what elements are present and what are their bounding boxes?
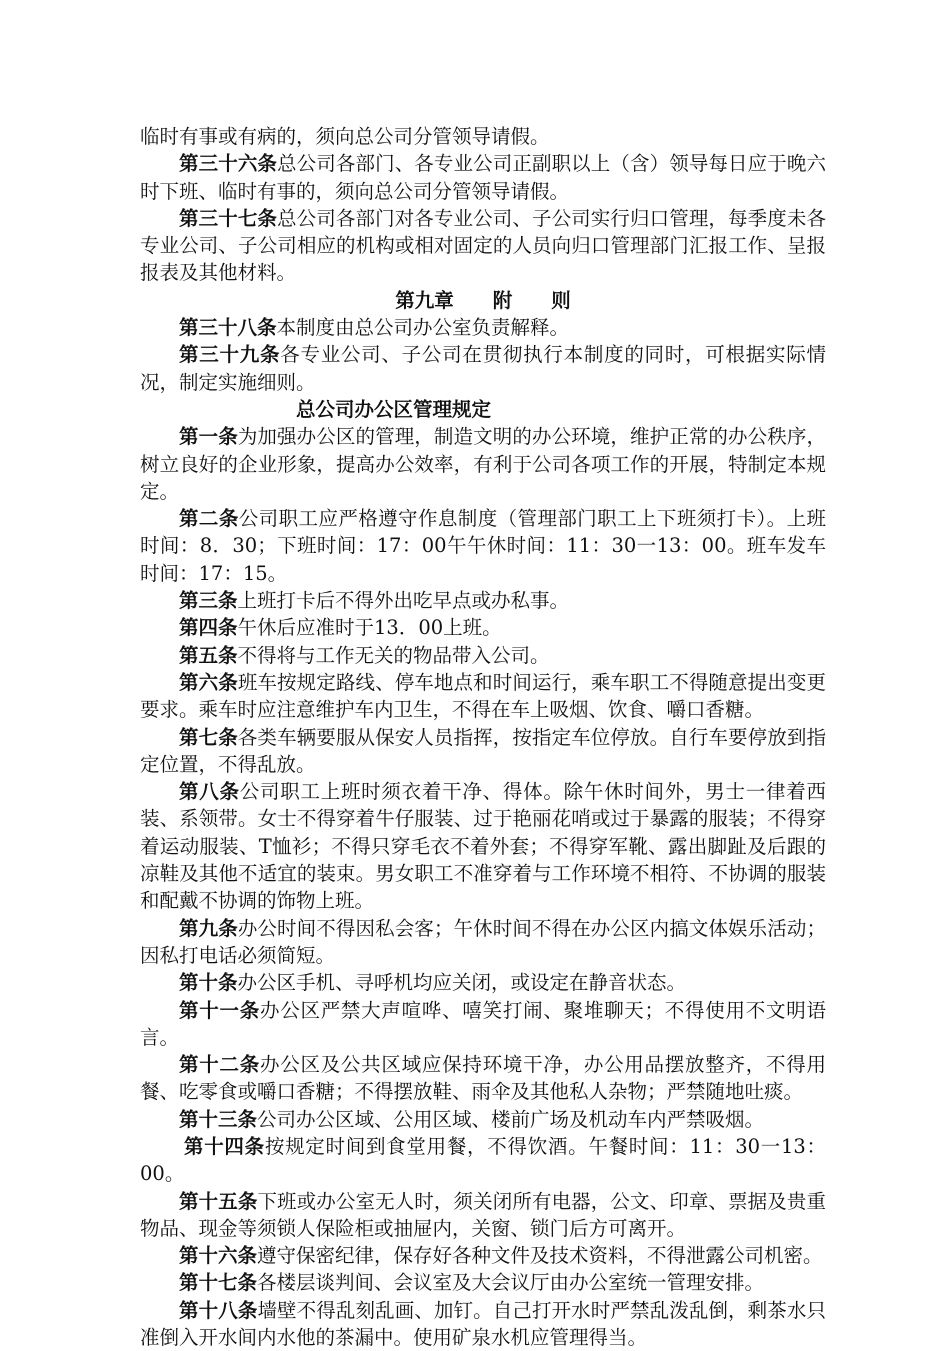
article-text: 不得将与工作无关的物品带入公司。 <box>237 643 550 667</box>
regulation-title: 总公司办公区管理规定 <box>296 397 492 421</box>
article-label: 第十二条 <box>179 1053 260 1077</box>
article-37 <box>140 205 826 287</box>
article-label: 第三十九条 <box>179 343 281 367</box>
article-label: 第五条 <box>179 643 238 667</box>
article-39 <box>140 341 826 396</box>
article-text: 墙壁不得乱刻乱画、加钉。自己打开水时严禁乱泼乱倒，剩茶水只准倒入开水间内水他的茶漏中。使用矿泉水机应管理得当。 <box>140 1298 826 1350</box>
article-label: 第十八条 <box>179 1298 258 1322</box>
article-label: 第六条 <box>179 670 238 694</box>
article-text: 公司办公区域、公用区域、楼前广场及机动车内严禁吸烟。 <box>257 1107 765 1131</box>
rule-1 <box>140 423 826 505</box>
article-text: 公司职工上班时须衣着干净、得体。除午休时间外，男士一律着西装、系领带。女士不得穿着牛仔服装、过于艳丽花哨或过于暴露的服装；不得穿着运动服装、T恤衫；不得只穿毛衣不着外套；不得穿军靴、露出脚趾及后跟的凉鞋及其他不适宜的装束。男女职工不准穿着与工作环境不相符、不协调的服装和配戴不协调的饰物上班。 <box>140 780 826 913</box>
article-38 <box>140 314 826 341</box>
rule-11 <box>140 997 826 1052</box>
rule-15 <box>140 1188 826 1243</box>
rule-8 <box>140 778 826 914</box>
article-label: 第十四条 <box>184 1134 265 1158</box>
lead-paragraph: 临时有事或有病的，须向总公司分管领导请假。 <box>140 125 550 148</box>
article-label: 第十三条 <box>179 1107 258 1131</box>
article-text: 各专业公司、子公司在贯彻执行本制度的同时，可根据实际情况，制定实施细则。 <box>140 343 826 394</box>
rule-16 <box>140 1242 826 1269</box>
rule-3 <box>140 587 826 614</box>
article-text: 各类车辆要服从保安人员指挥，按指定车位停放。自行车要停放到指定位置，不得乱放。 <box>140 725 826 776</box>
rule-14 <box>140 1133 826 1188</box>
article-label: 第三十六条 <box>179 152 278 176</box>
rule-10 <box>140 969 826 996</box>
article-text: 班车按规定路线、停车地点和时间运行，乘车职工不得随意提出变更要求。乘车时应注意维护车内卫生，不得在车上吸烟、饮食、嚼口香糖。 <box>140 670 826 722</box>
article-label: 第四条 <box>179 616 238 640</box>
article-label: 第十七条 <box>179 1271 258 1295</box>
article-label: 第十条 <box>179 971 238 995</box>
article-label: 第十一条 <box>179 998 260 1022</box>
rule-7 <box>140 724 826 779</box>
article-text: 遵守保密纪律，保存好各种文件及技术资料，不得泄露公司机密。 <box>257 1244 823 1268</box>
rule-4 <box>140 614 826 641</box>
article-text: 为加强办公区的管理，制造文明的办公环境，维护正常的办公秩序，树立良好的企业形象，提高办公效率，有利于公司各项工作的开展，特制定本规定。 <box>140 425 826 503</box>
rule-12 <box>140 1051 826 1106</box>
article-label: 第三十八条 <box>179 316 277 340</box>
article-label: 第七条 <box>179 725 238 749</box>
rule-18 <box>140 1297 826 1351</box>
article-text: 午休后应准时于13．00上班。 <box>237 616 502 640</box>
rule-17 <box>140 1269 826 1296</box>
article-text: 总公司各部门对各专业公司、子公司实行归口管理，每季度未各专业公司、子公司相应的机构或相对固定的人员向归口管理部门汇报工作、呈报报表及其他材料。 <box>140 206 826 285</box>
rule-2 <box>140 505 826 587</box>
article-text: 办公区严禁大声喧哗、嘻笑打闹、聚堆聊天；不得使用不文明语言。 <box>140 998 826 1049</box>
article-label: 第九条 <box>179 916 238 940</box>
article-text: 公司职工应严格遵守作息制度（管理部门职工上下班须打卡）。上班时间：8．30；下班时间：17：00午午休时间：11：30一13：00。班车发车时间：17：15。 <box>140 507 826 585</box>
chapter-heading: 第九章 附 则 <box>395 288 571 312</box>
article-label: 第三条 <box>179 589 238 613</box>
article-text: 总公司各部门、各专业公司正副职以上（含）领导每日应于晚六时下班、临时有事的，须向总公司分管领导请假。 <box>140 152 826 203</box>
article-text: 上班打卡后不得外出吃早点或办私事。 <box>237 589 570 613</box>
rule-6 <box>140 669 826 724</box>
article-text: 办公时间不得因私会客；午休时间不得在办公区内搞文体娱乐活动；因私打电话必须简短。 <box>140 916 826 967</box>
article-text: 各楼层谈判间、会议室及大会议厅由办公室统一管理安排。 <box>257 1271 765 1295</box>
article-label: 第二条 <box>179 507 239 531</box>
article-text: 下班或办公室无人时，须关闭所有电器，公文、印章、票据及贵重物品、现金等须锁人保险柜或抽屉内，关窗、锁门后方可离开。 <box>140 1189 826 1240</box>
article-text: 本制度由总公司办公室负责解释。 <box>276 316 570 340</box>
article-text: 办公区及公共区域应保持环境干净，办公用品摆放整齐，不得用餐、吃零食或嚼口香糖；不得摆放鞋、雨伞及其他私人杂物；严禁随地吐痰。 <box>140 1053 826 1104</box>
article-label: 第十五条 <box>179 1189 258 1213</box>
article-label: 第八条 <box>179 780 240 804</box>
article-text: 办公区手机、寻呼机均应关闭，或设定在静音状态。 <box>237 971 687 995</box>
article-label: 第一条 <box>179 425 238 449</box>
article-36 <box>140 150 826 205</box>
document-page <box>140 123 826 1351</box>
rule-5 <box>140 642 826 669</box>
article-label: 第十六条 <box>179 1244 258 1268</box>
rule-9 <box>140 915 826 970</box>
rule-13 <box>140 1106 826 1133</box>
article-label: 第三十七条 <box>179 206 278 230</box>
article-text: 按规定时间到食堂用餐，不得饮酒。午餐时间：11：30一13：00。 <box>140 1134 826 1186</box>
